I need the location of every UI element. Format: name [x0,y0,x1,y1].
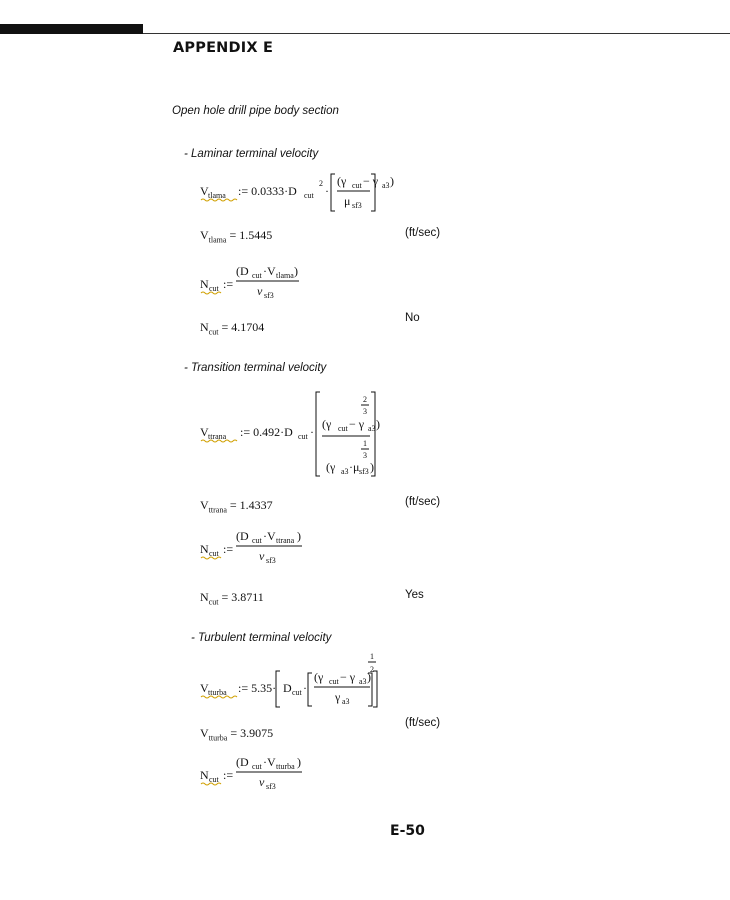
svg-text:·V: ·V [263,755,276,769]
svg-text:a3: a3 [382,181,390,190]
svg-text:2: 2 [319,179,323,188]
transition-heading: - Transition terminal velocity [184,362,327,374]
svg-text:1: 1 [363,439,367,448]
svg-text:): ) [376,417,380,431]
svg-text:ttrana: ttrana [276,536,295,545]
turbulent-n-equation [200,753,320,798]
appendix-title: APPENDIX E [173,40,274,56]
svg-text:a3: a3 [342,697,350,706]
svg-text:(γ: (γ [326,460,336,474]
laminar-velocity-equation [200,170,400,215]
svg-text::=: := [223,768,234,782]
svg-text:): ) [297,755,301,769]
svg-text:V: V [200,425,209,439]
svg-text:(γ: (γ [322,417,332,431]
svg-text:1: 1 [370,652,374,661]
svg-text:− γ: − γ [340,670,356,684]
header-rule [143,33,730,34]
svg-text:(γ: (γ [337,174,347,188]
laminar-n-equation [200,262,320,307]
svg-text:): ) [294,264,298,278]
svg-text:cut: cut [304,191,314,200]
laminar-n-result: $N_{cut} = 4.1704$ [200,320,265,337]
svg-text:ttrana: ttrana [208,432,227,441]
svg-text:): ) [390,174,394,188]
svg-text:cut: cut [252,271,262,280]
svg-text:cut: cut [292,688,302,697]
transition-velocity-unit: (ft/sec) [405,496,441,508]
svg-text:cut: cut [338,424,348,433]
svg-text:(D: (D [236,755,249,769]
header-bar [0,24,143,34]
svg-text::= 0.492·D: := 0.492·D [240,425,293,439]
svg-text:cut: cut [329,677,339,686]
svg-text:cut: cut [352,181,362,190]
svg-text:sf3: sf3 [352,201,362,210]
transition-n-equation [200,527,320,572]
svg-text::= 5.35·: := 5.35· [238,681,277,695]
svg-text:sf3: sf3 [264,291,274,300]
svg-text:·V: ·V [263,529,276,543]
svg-text:cut: cut [209,775,219,784]
laminar-velocity-result: $V_{tlama} = 1.5445$ [200,228,273,245]
svg-text:·μ: ·μ [349,460,360,474]
svg-text:sf3: sf3 [266,782,276,791]
svg-text:ν: ν [259,775,265,789]
svg-text:N: N [200,277,209,291]
svg-text:− γ: − γ [363,174,379,188]
laminar-check-answer: No [405,312,420,324]
svg-text::=: := [223,542,234,556]
svg-text:a3: a3 [368,424,376,433]
svg-text:cut: cut [298,432,308,441]
svg-text:a3: a3 [341,467,349,476]
svg-text:cut: cut [209,549,219,558]
transition-n-result: $N_{cut} = 3.8711$ [200,590,264,607]
svg-text:): ) [370,460,374,474]
svg-text:sf3: sf3 [266,556,276,565]
svg-text:V: V [200,681,209,695]
svg-text:): ) [367,670,371,684]
turbulent-velocity-result: $V_{tturba} = 3.9075$ [200,726,274,743]
svg-text:cut: cut [252,762,262,771]
transition-check-answer: Yes [405,589,424,601]
svg-text:γ: γ [335,690,341,704]
svg-text:− γ: − γ [349,417,365,431]
svg-text:tturba: tturba [276,762,295,771]
svg-text:N: N [200,768,209,782]
svg-text:ν: ν [259,549,265,563]
svg-text:3: 3 [363,451,367,460]
svg-text:·V: ·V [263,264,276,278]
svg-text:cut: cut [252,536,262,545]
svg-text::= 0.0333·D: := 0.0333·D [238,184,297,198]
turbulent-velocity-unit: (ft/sec) [405,717,441,729]
svg-text:·: · [303,681,307,695]
turbulent-heading: - Turbulent terminal velocity [191,632,332,644]
transition-velocity-equation [200,388,390,478]
svg-text:tturba: tturba [208,688,227,697]
laminar-heading: - Laminar terminal velocity [184,148,319,160]
svg-text:·: · [325,184,329,198]
svg-text:·: · [310,425,314,439]
svg-text::=: := [223,277,234,291]
svg-text:N: N [200,542,209,556]
svg-text:2: 2 [370,665,374,674]
svg-text:(D: (D [236,529,249,543]
svg-text:): ) [297,529,301,543]
svg-text:3: 3 [363,407,367,416]
svg-text:(D: (D [236,264,249,278]
svg-text:V: V [200,184,209,198]
svg-text:cut: cut [209,284,219,293]
page-number: E-50 [390,823,425,839]
svg-text:ν: ν [257,284,263,298]
svg-text:tlama: tlama [276,271,294,280]
transition-velocity-result: $V_{ttrana} = 1.4337$ [200,498,273,515]
svg-text:2: 2 [363,395,367,404]
svg-text:μ: μ [344,194,351,208]
turbulent-velocity-equation [200,648,390,710]
svg-text:sf3: sf3 [359,467,369,476]
svg-text:(γ: (γ [314,670,324,684]
svg-text:a3: a3 [359,677,367,686]
svg-text:D: D [283,681,292,695]
laminar-velocity-unit: (ft/sec) [405,227,441,239]
svg-text:tlama: tlama [208,191,226,200]
section-title: Open hole drill pipe body section [172,105,339,117]
